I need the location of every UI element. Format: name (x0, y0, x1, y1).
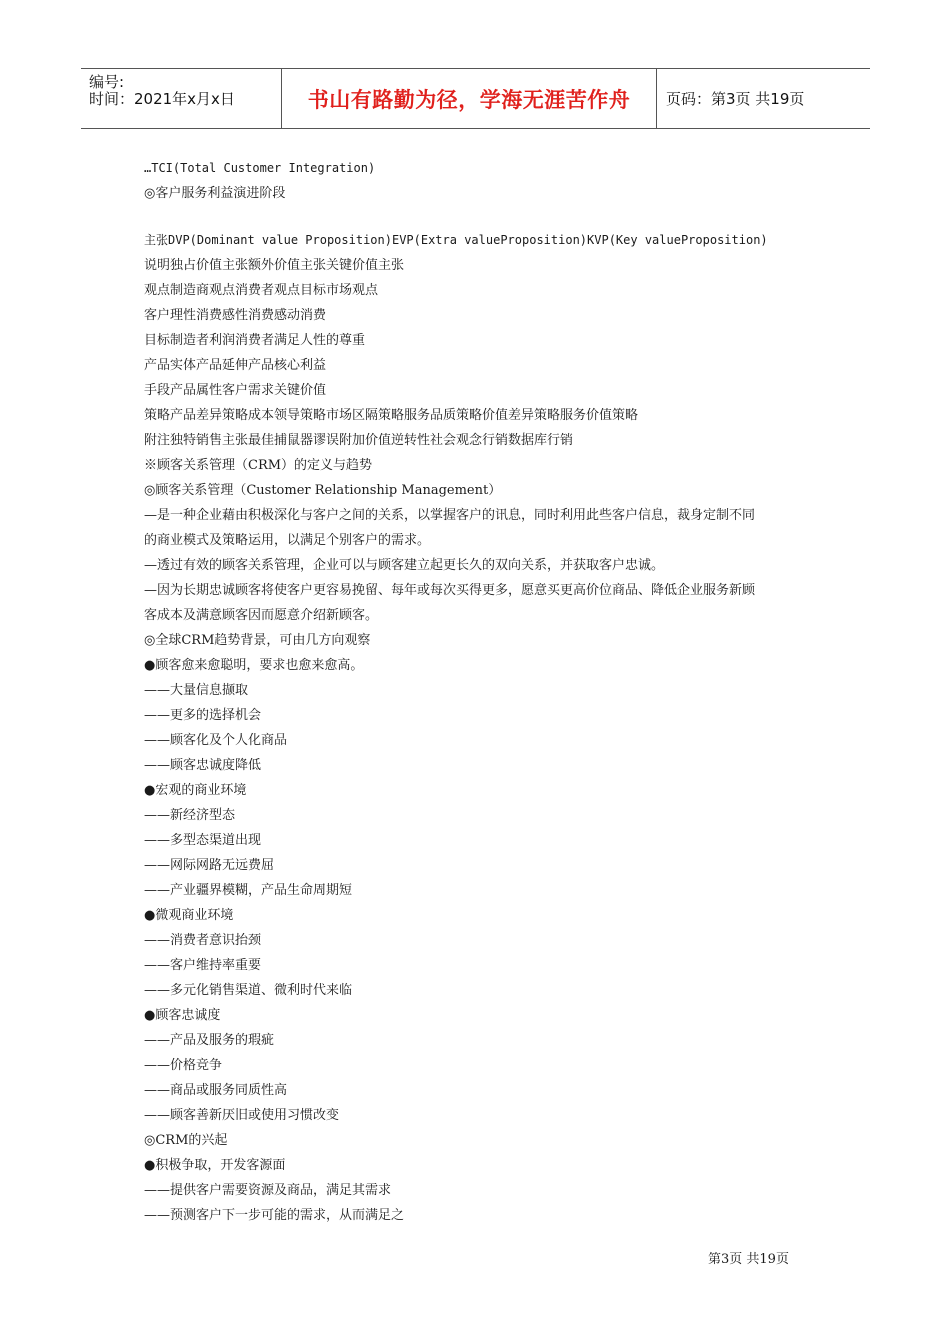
header-meta-cell (81, 69, 282, 128)
page-footer: 第3页 共19页 (708, 1252, 789, 1267)
table-row-line: 策略产品差异策略成本领导策略市场区隔策略服务品质策略价值差异策略服务价值策略 (144, 408, 639, 423)
list-item: ——顾客化及个人化商品 (144, 733, 288, 748)
section-heading: ◎客户服务利益演进阶段 (144, 186, 286, 201)
header-page-cell (657, 69, 870, 128)
table-row-line: 客户理性消费感性消费感动消费 (144, 308, 327, 323)
bullet-heading: ●宏观的商业环境 (144, 783, 247, 798)
paragraph-line: —是一种企业藉由积极深化与客户之间的关系，以掌握客户的讯息，同时利用此些客户信息，裁身定制不同 (144, 508, 756, 523)
section-heading: ◎全球CRM趋势背景，可由几方向观察 (144, 633, 371, 648)
text-line: …TCI(Total Customer Integration) (144, 161, 376, 175)
table-row-line: 观点制造商观点消费者观点目标市场观点 (144, 283, 379, 298)
list-item: ——更多的选择机会 (144, 708, 262, 723)
list-item: ——顾客忠诚度降低 (144, 758, 262, 773)
list-item: ——产品及服务的瑕疵 (144, 1033, 275, 1048)
list-item: ——产业疆界模糊，产品生命周期短 (144, 883, 353, 898)
table-row-line: 目标制造者利润消费者满足人性的尊重 (144, 333, 366, 348)
list-item: ——多型态渠道出现 (144, 833, 262, 848)
list-item: ——大量信息撷取 (144, 683, 249, 698)
blank-line (144, 206, 824, 228)
table-row-line: 说明独占价值主张额外价值主张关键价值主张 (144, 258, 405, 273)
section-heading: ◎顾客关系管理（Customer Relationship Management） (144, 483, 502, 498)
table-row-line: 产品实体产品延伸产品核心利益 (144, 358, 327, 373)
header-motto-cell (282, 69, 657, 128)
list-item: ——商品或服务同质性高 (144, 1083, 288, 1098)
header-page-info: 页码：第3页 共19页 (666, 90, 805, 108)
bullet-heading: ●积极争取，开发客源面 (144, 1158, 286, 1173)
header-motto: 书山有路勤为径，学海无涯苦作舟 (307, 87, 631, 112)
section-heading: ※顾客关系管理（CRM）的定义与趋势 (144, 458, 373, 473)
list-item: ——提供客户需要资源及商品，满足其需求 (144, 1183, 392, 1198)
bullet-heading: ●顾客忠诚度 (144, 1008, 221, 1023)
paragraph-line: 的商业模式及策略运用，以满足个别客户的需求。 (144, 533, 431, 548)
list-item: ——客户维持率重要 (144, 958, 262, 973)
table-row-line: 手段产品属性客户需求关键价值 (144, 383, 327, 398)
list-item: ——价格竞争 (144, 1058, 223, 1073)
document-date-label: 时间：2021年x月x日 (89, 90, 235, 108)
list-item: ——网际网路无远费屈 (144, 858, 275, 873)
bullet-heading: ●顾客愈来愈聪明，要求也愈来愈高。 (144, 658, 364, 673)
paragraph-line: —透过有效的顾客关系管理，企业可以与顾客建立起更长久的双向关系，并获取客户忠诚。 (144, 558, 665, 573)
list-item: ——新经济型态 (144, 808, 236, 823)
table-row-line: 附注独特销售主张最佳捕鼠器谬误附加价值逆转性社会观念行销数据库行销 (144, 433, 574, 448)
table-header-line: 主张DVP(Dominant value Proposition)EVP(Extra valueProposition)KVP(Key valueProposition) (144, 233, 768, 247)
page-header (81, 68, 870, 129)
paragraph-line: 客成本及满意顾客因而愿意介绍新顾客。 (144, 608, 379, 623)
list-item: ——消费者意识抬颈 (144, 933, 262, 948)
bullet-heading: ●微观商业环境 (144, 908, 234, 923)
document-body (144, 156, 824, 1228)
list-item: ——多元化销售渠道、微利时代来临 (144, 983, 353, 998)
paragraph-line: —因为长期忠诚顾客将使客户更容易挽留、每年或每次买得更多，愿意买更高价位商品、降低企业服务新顾 (144, 583, 756, 598)
document-number-label: 编号: (89, 73, 125, 91)
list-item: ——预测客户下一步可能的需求，从而满足之 (144, 1208, 405, 1223)
section-heading: ◎CRM的兴起 (144, 1133, 228, 1148)
list-item: ——顾客善新厌旧或使用习惯改变 (144, 1108, 340, 1123)
